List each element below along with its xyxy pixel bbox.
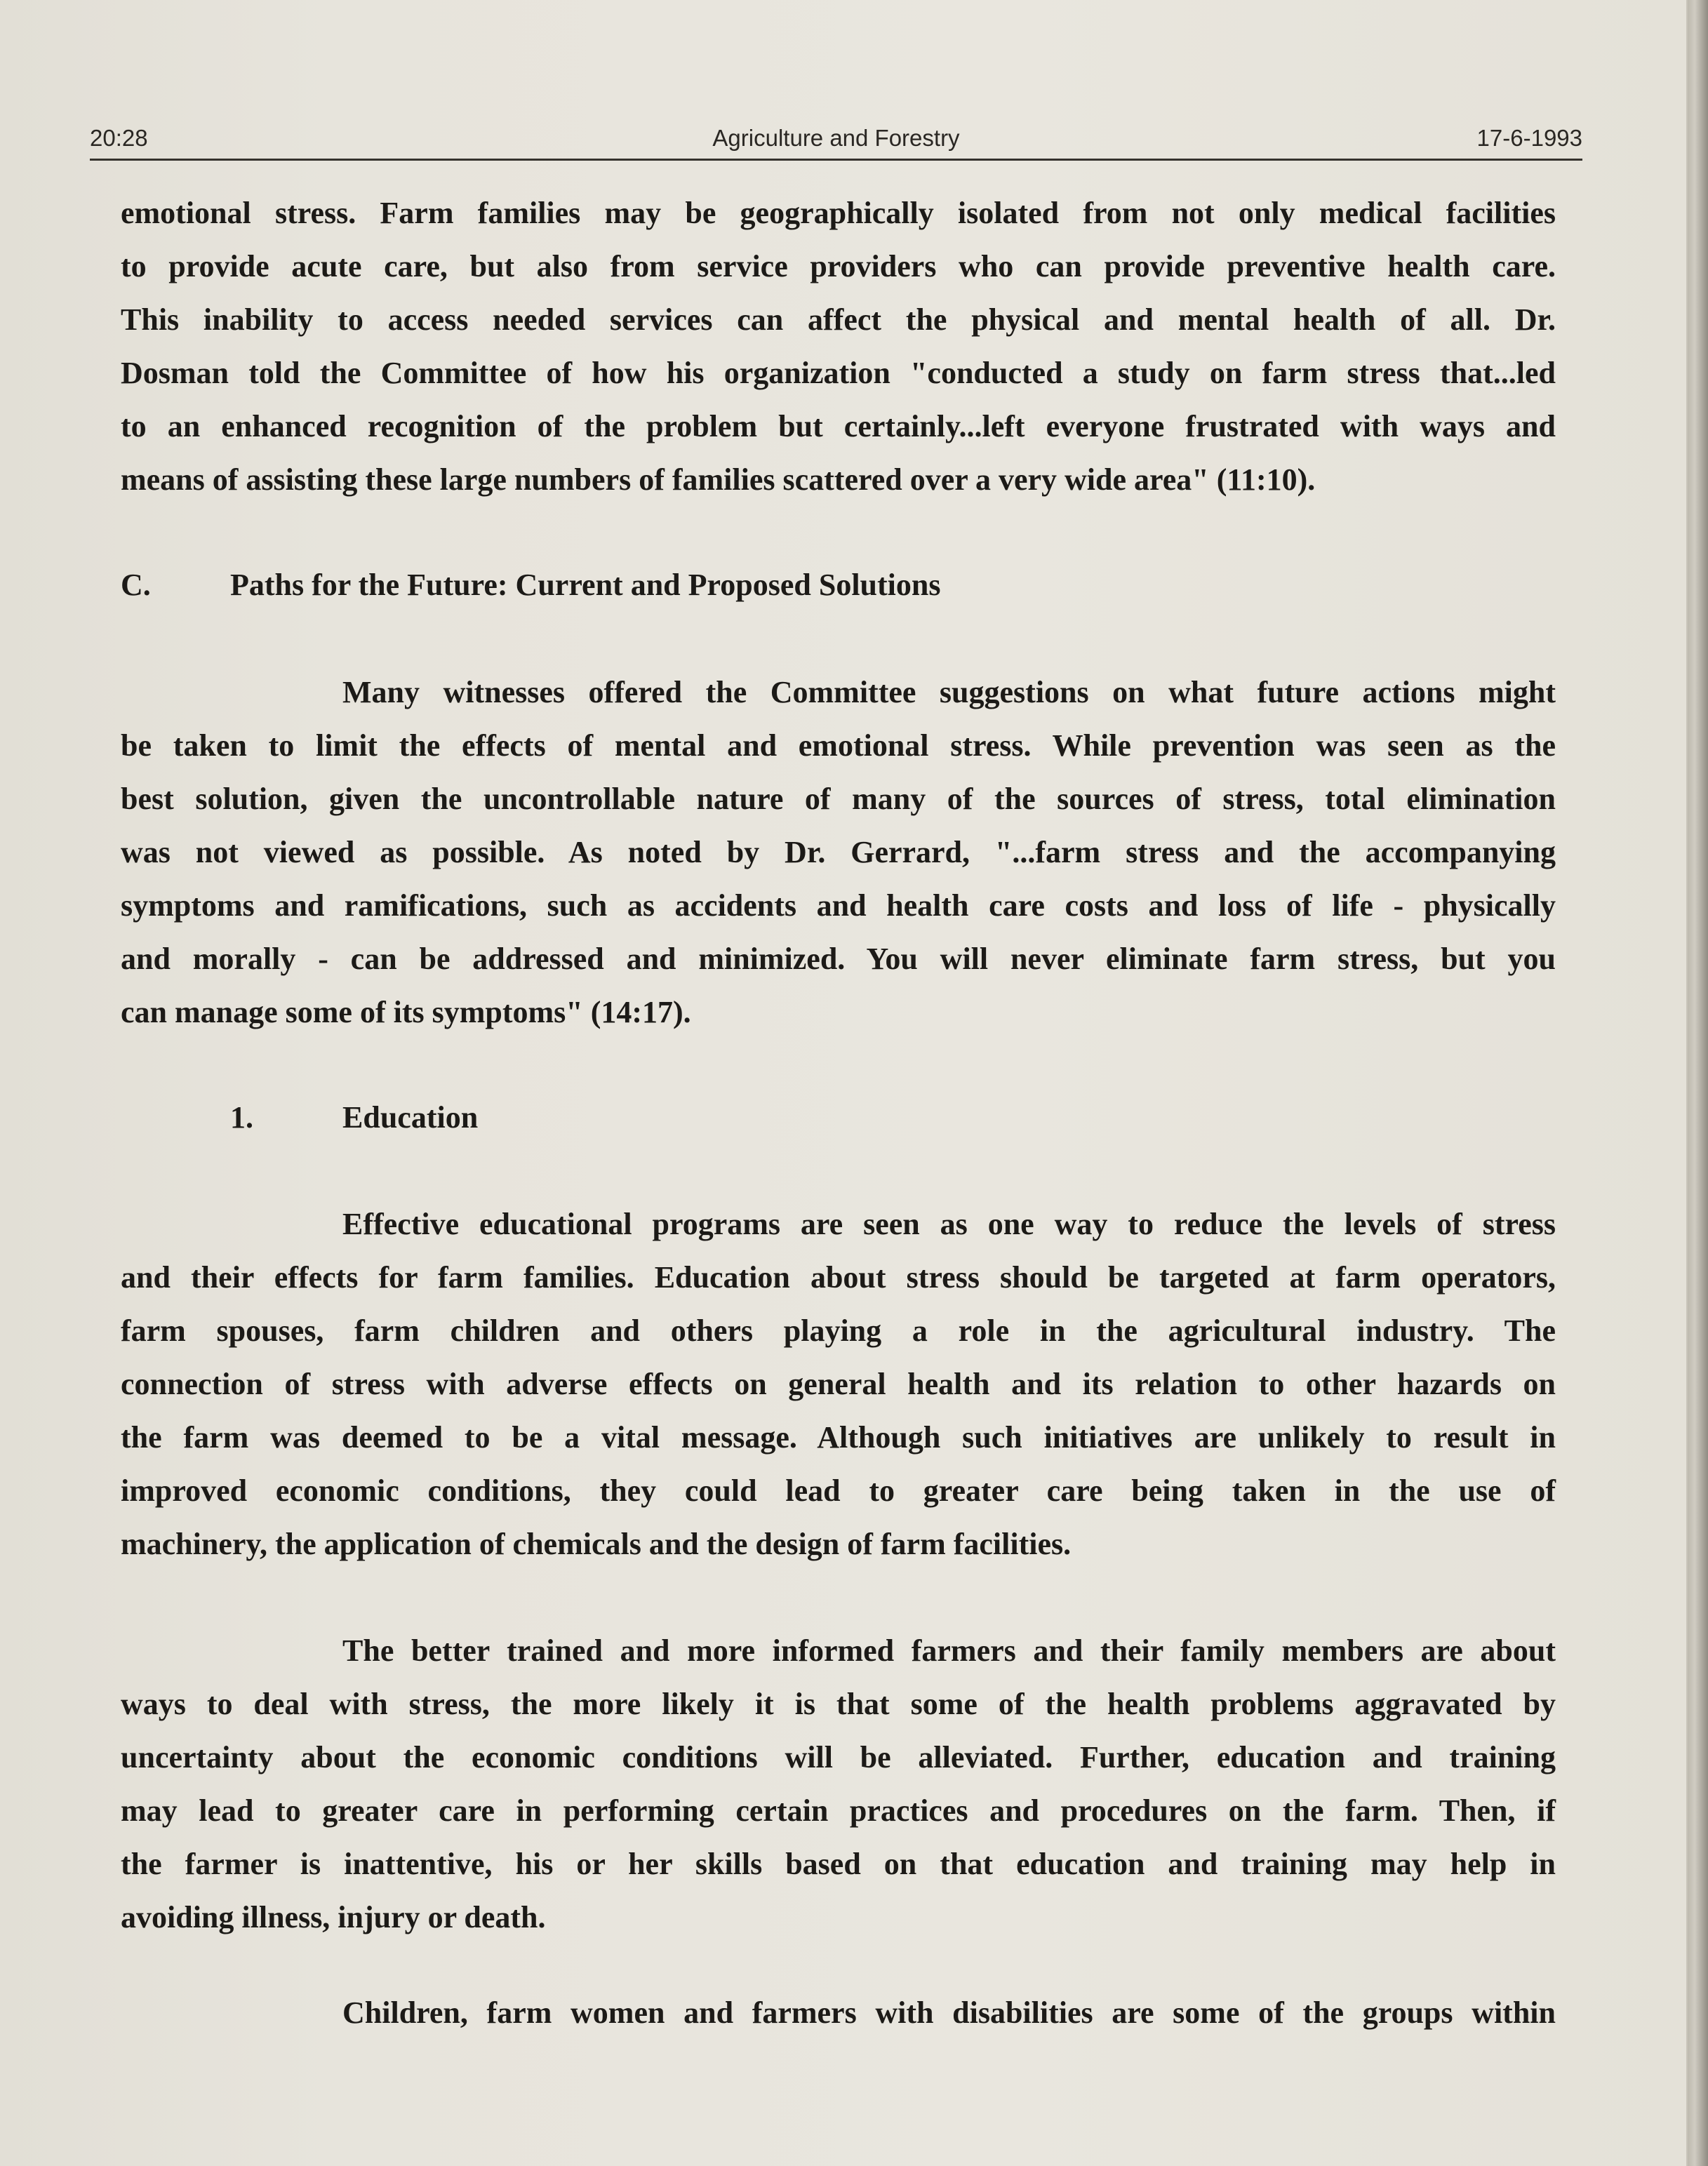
paragraph-line: means of assisting these large numbers of families scattered over a very wide area" (11:10). (121, 462, 1316, 497)
subsection-heading: Education (342, 1100, 479, 1135)
paragraph-line: Effective educational programs are seen as one way to reduce the levels of stress (342, 1207, 1556, 1241)
paragraph-line: best solution, given the uncontrollable nature of many of the sources of stress, total elimination (121, 782, 1556, 816)
paragraph-line: Children, farm women and farmers with disabilities are some of the groups within (342, 1995, 1556, 2030)
paragraph-line: connection of stress with adverse effects on general health and its relation to other hazards on (121, 1367, 1556, 1401)
paragraph-line: be taken to limit the effects of mental and emotional stress. While prevention was seen as the (121, 728, 1556, 763)
paragraph-line: Many witnesses offered the Committee suggestions on what future actions might (342, 675, 1556, 709)
paragraph-line: to an enhanced recognition of the problem but certainly...left everyone frustrated with ways and (121, 409, 1556, 443)
paragraph-line: This inability to access needed services can affect the physical and mental health of all. Dr. (121, 302, 1556, 337)
header-rule (90, 159, 1582, 161)
header-date: 17-6-1993 (1476, 125, 1582, 151)
page-number: 20:28 (90, 125, 148, 151)
paragraph-line: Dosman told the Committee of how his organization "conducted a study on farm stress that...led (121, 356, 1556, 390)
paragraph-line: may lead to greater care in performing certain practices and procedures on the farm. Then, if (121, 1793, 1556, 1828)
paragraph-line: can manage some of its symptoms" (14:17). (121, 995, 691, 1029)
paragraph-line: to provide acute care, but also from service providers who can provide preventive health care. (121, 249, 1556, 283)
paragraph-line: and morally - can be addressed and minimized. You will never eliminate farm stress, but you (121, 942, 1556, 976)
paragraph-line: uncertainty about the economic conditions will be alleviated. Further, education and training (121, 1740, 1556, 1774)
paragraph-line: symptoms and ramifications, such as accidents and health care costs and loss of life - physically (121, 888, 1556, 923)
paragraph-line: machinery, the application of chemicals and the design of farm facilities. (121, 1527, 1072, 1561)
page-header (90, 119, 1582, 159)
paragraph-line: was not viewed as possible. As noted by Dr. Gerrard, "...farm stress and the accompanying (121, 835, 1556, 869)
paragraph-line: the farmer is inattentive, his or her skills based on that education and training may help in (121, 1847, 1556, 1881)
paragraph-line: and their effects for farm families. Education about stress should be targeted at farm operators, (121, 1260, 1556, 1295)
page-edge-shadow (1688, 0, 1708, 2166)
paragraph-line: improved economic conditions, they could lead to greater care being taken in the use of (121, 1473, 1556, 1508)
paragraph-line: ways to deal with stress, the more likely it is that some of the health problems aggravated by (121, 1687, 1556, 1721)
running-title: Agriculture and Forestry (712, 125, 960, 151)
section-heading: Paths for the Future: Current and Proposed Solutions (230, 568, 941, 602)
subsection-number: 1. (230, 1100, 253, 1135)
paragraph-line: farm spouses, farm children and others playing a role in the agricultural industry. The (121, 1313, 1556, 1348)
paragraph-line: emotional stress. Farm families may be geographically isolated from not only medical facilities (121, 196, 1556, 230)
paragraph-line: avoiding illness, injury or death. (121, 1900, 546, 1934)
paragraph-line: The better trained and more informed farmers and their family members are about (342, 1633, 1556, 1668)
section-letter: C. (121, 568, 151, 602)
paragraph-line: the farm was deemed to be a vital message. Although such initiatives are unlikely to result in (121, 1420, 1556, 1455)
